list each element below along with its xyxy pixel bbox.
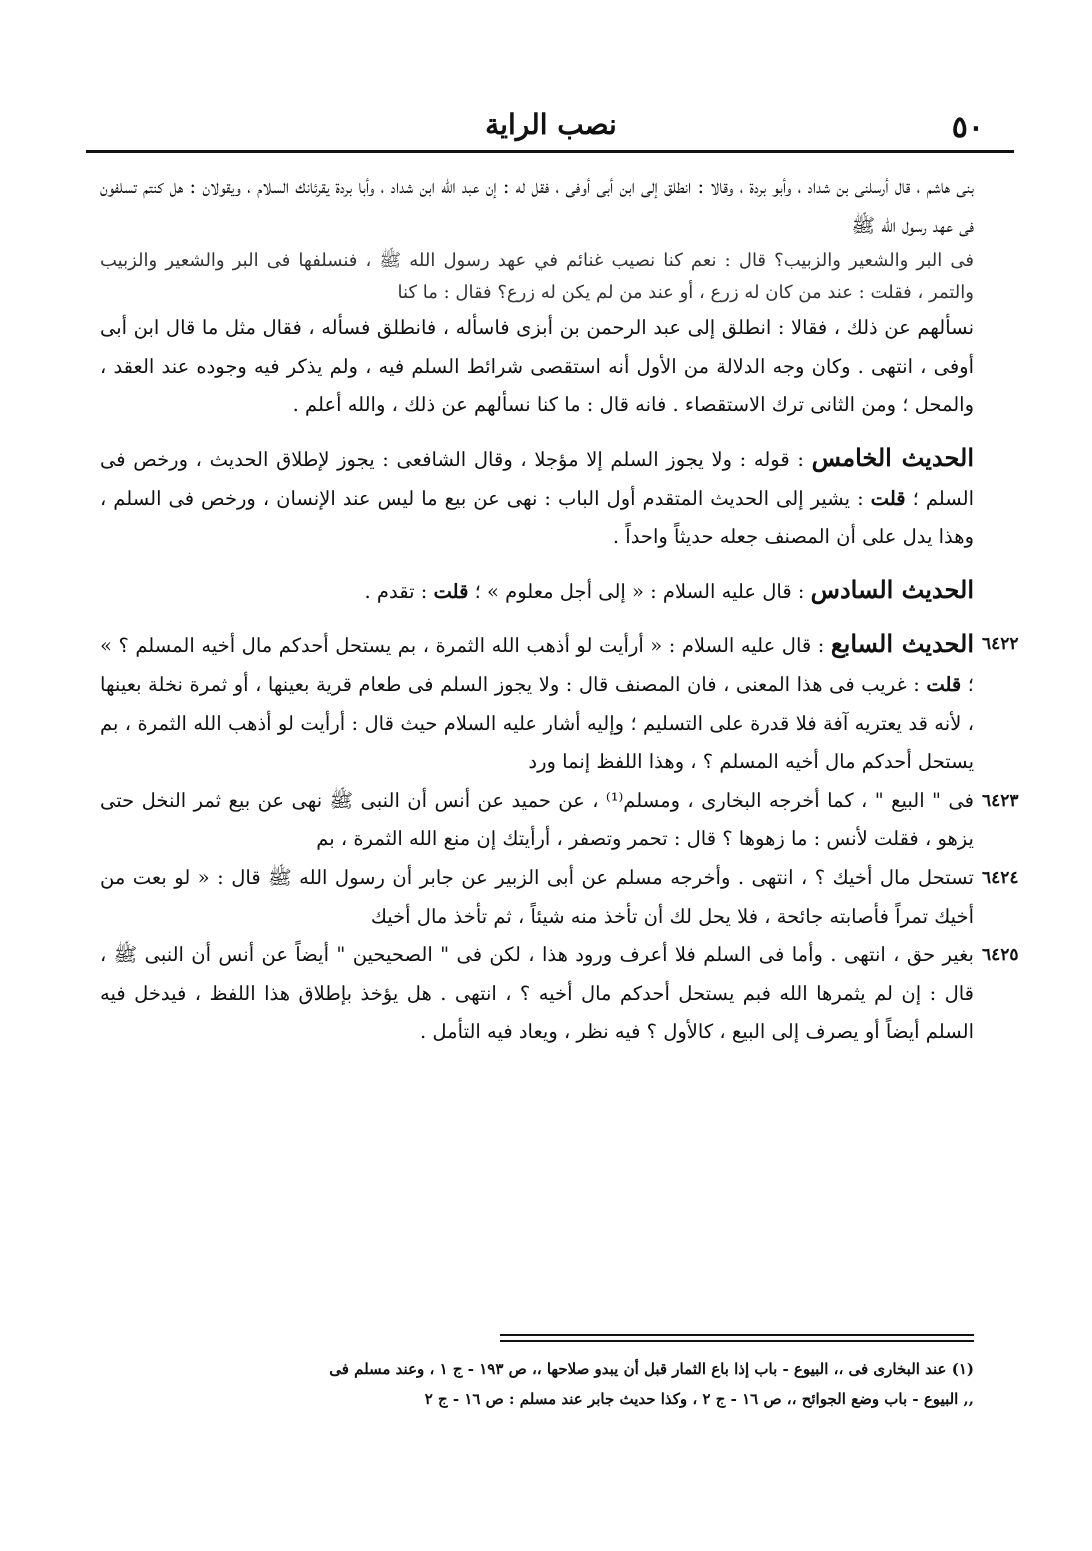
footnote [100,1354,974,1414]
hadith-5-text-2: : يشير إلى الحديث المتقدم أول الباب : نهى عن بيع ما ليس عند الإنسان ، ورخص فى السلم ، وهذا يدل على أن المصنف جعله حديثاً واحداً . [100,486,974,549]
footnote-line-2: ,, البيوع - باب وضع الجوائح ،، ص ١٦ - ج ٢ ، وكذا حديث جابر عند مسلم : ص ١٦ - ج ٢ [424,1390,974,1408]
margin-number-6425: ٦٤٢٥ [982,945,1019,966]
page-header [88,104,1014,148]
paragraph-1-continued: نسألهم عن ذلك ، فقالا : انطلق إلى عبد الرحمن بن أبزى فاسأله ، فانطلق فسأله ، فقال مثل ما قال ابن أبى أوفى ، انتهى . وكان وجه الدلالة من الأول أنه استقصى شرائط السلم فيه ، ولم يذكر فيه وجوده عند العقد ، والمحل ؛ ومن الثانى ترك الاستقصاء . فانه قال : ما كنا نسألهم عن ذلك ، والله أعلم . [100,316,974,417]
footnote-rule [500,1334,974,1336]
hadith-5-qult: قلت [870,486,906,510]
paragraph-6425 [100,936,1019,1052]
footnote-line-1: (١) عند البخارى فى ،، البيوع - باب إذا باع الثمار قبل أن يبدو صلاحها ،، ص ١٩٣ - ج ١ ، وعند مسلم فى [329,1360,974,1378]
paragraph-6423 [100,782,1019,859]
hadith-7-title: الحديث السابع [830,629,975,659]
hadith-5-text: : قوله : ولا يجوز السلم إلا مؤجلا ، وقال الشافعى : يجوز لإطلاق الحديث ، ورخص فى السلم ؛ [100,447,975,510]
paragraph-1: بنى هاشم ، قال أرسلنى بن شداد ، وأبو بردة ، وقالا : انطلق إلى ابن أبى أوفى ، فقل له : إن عبد الله ابن شداد ، وأبا بردة يقرئانك السلام ، ويقولان : هل كنتم تسلفون فى عهد رسول الله ﷺ [100,175,974,237]
hadith-6-text: : قال عليه السلام : « إلى أجل معلوم » ؛ [474,579,805,603]
paragraph-6425-text: بغير حق ، انتهى . وأما فى السلم فلا أعرف ورود هذا ، لكن فى " الصحيحين " أيضاً عن أنس أن النبى ﷺ ، قال : إن لم يثمرها الله فبم يستحل أحدكم مال أخيه ؟ ، انتهى . هل يؤخذ بإطلاق هذا اللفظ ، فيدخل فيه السلم أيضاً أو يصرف إلى البيع ، كالأول ؟ فيه نظر ، ويعاد فيه التأمل . [100,943,975,1044]
paragraph-6424 [100,859,1019,936]
margin-number-6424: ٦٤٢٤ [982,867,1019,888]
hadith-6-qult: قلت [433,579,469,603]
hadith-6 [100,571,974,612]
hadith-7-text-2: : غريب فى هذا المعنى ، فان المصنف قال : ولا يجوز السلم فى طعام قرية بعينها ، أو ثمرة نخلة بعينها ، لأنه قد يعتريه آفة فلا قدرة على التسليم ؛ وإليه أشار عليه السلام حيث قال : أرأيت لو أذهب الله الثمرة ، بم يستحل أحدكم مال أخيه المسلم ؟ ، وهذا اللفظ إنما ورد [100,672,974,774]
running-title: نصب الراية [485,108,617,141]
margin-number-6423: ٦٤٢٣ [982,790,1019,811]
paragraph-6423-text: فى " البيع " ، كما أخرجه البخارى ، ومسلم⁽¹⁾ ، عن حميد عن أنس أن النبى ﷺ نهى عن بيع ثمر النخل حتى يزهو ، فقلت لأنس : ما زهوها ؟ قال : تحمر وتصفر ، أرأيتك إن منع الله الثمرة ، بم [100,788,974,851]
hadith-6-text-2: : تقدم . [364,579,428,603]
header-rule [86,150,1014,153]
hadith-6-title: الحديث السادس [810,574,974,604]
hadith-7-qult: قلت [926,672,962,696]
hadith-7 [100,625,1019,781]
hadith-5 [100,439,974,557]
hadith-5-title: الحديث الخامس [811,442,974,472]
margin-number-6422: ٦٤٢٢ [982,634,1019,655]
hadith-7-text: : قال عليه السلام : « أرأيت لو أذهب الله الثمرة ، بم يستحل أحدكم مال أخيه المسلم ؟ » ؛ [100,634,974,696]
main-text [100,168,1019,1052]
paragraph-1-inset: فى البر والشعير والزبيب؟ قال : نعم كنا نصيب غنائم في عهد رسول الله ﷺ ، فنسلفها فى البر والشعير والزبيب والتمر ، فقلت : عند من كان له زرع ، أو عند من لم يكن له زرع؟ فقال : ما كنا [100,250,974,304]
page-number: ٥٠ [951,110,984,145]
footnote-rule-2 [500,1340,974,1342]
paragraph-6424-text: تستحل مال أخيك ؟ ، انتهى . وأخرجه مسلم عن أبى الزبير عن جابر أن رسول الله ﷺ قال : « لو بعت من أخيك تمراً فأصابته جائحة ، فلا يحل لك أن تأخذ منه شيئاً ، ثم تأخذ مال أخيك [100,865,974,928]
